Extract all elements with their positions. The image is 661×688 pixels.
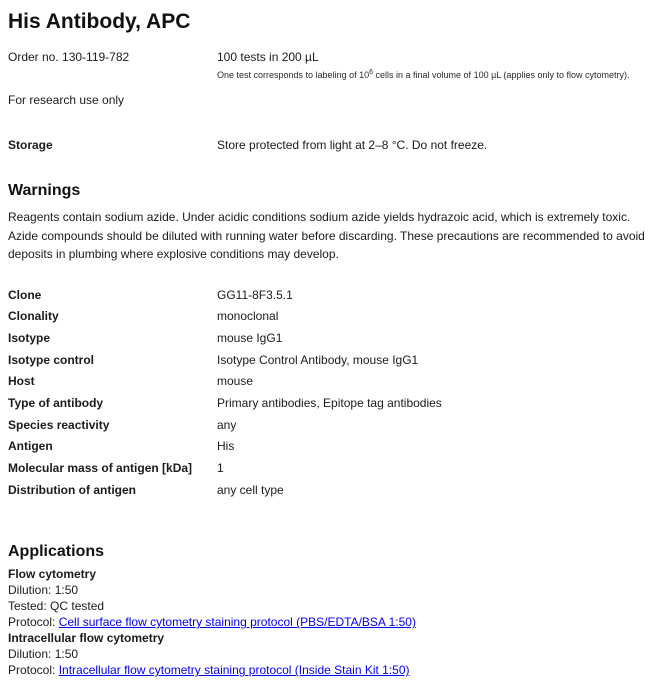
applications-heading: Applications [8,543,105,561]
application-dilution: Dilution: 1:50 [8,647,79,662]
spec-label: Antigen [8,439,53,454]
spec-row [8,418,653,440]
protocol-link-cell-surface[interactable]: Cell surface flow cytometry staining protocol (PBS/EDTA/BSA 1:50) [58,615,416,630]
storage-value: Store protected from light at 2–8 °C. Do not freeze. [217,138,488,152]
protocol-label: Protocol: [8,615,56,630]
spec-row [8,374,653,396]
spec-label: Isotype [8,330,51,345]
application-protocol-line [8,614,653,630]
spec-label: Molecular mass of antigen [kDa] [8,461,193,475]
application-name: Flow cytometry [8,567,97,582]
application-flow-cytometry [8,566,653,630]
spec-value: Isotype Control Antibody, mouse IgG1 [217,352,419,367]
spec-row [8,288,653,310]
pack-size-value: 100 tests in 200 µL [217,50,319,64]
warnings-text: Reagents contain sodium azide. Under acidic conditions sodium azide yields hydrazoic acid, which is extremely toxic. Azide compounds should be diluted with running water before discarding. These precautions are recommended to avoid deposits in plumbing where explosive conditions may develop. [8,210,645,261]
spec-row [8,309,653,331]
storage-label: Storage [8,138,53,152]
spec-label: Host [8,374,35,389]
order-number: Order no. 130-119-782 [8,50,130,64]
research-use-note: For research use only [8,93,125,107]
spec-value: any [217,417,237,432]
storage-row [8,138,653,153]
warnings-heading: Warnings [8,182,81,199]
spec-value: GG11-8F3.5.1 [217,287,293,302]
spec-label: Clone [8,287,42,302]
page-title: His Antibody, APC [8,10,191,33]
spec-value: Primary antibodies, Epitope tag antibodies [217,395,442,410]
spec-row [8,396,653,418]
application-intracellular-flow-cytometry [8,630,653,678]
pack-size-note: One test corresponds to labeling of $10^6$ cells in a final volume of 100 µL (applies only to flow cytometry). [217,69,630,80]
spec-value: mouse IgG1 [217,330,283,345]
spec-label: Species reactivity [8,417,110,432]
spec-value: monoclonal [217,309,279,324]
spec-value: mouse [217,374,254,389]
spec-row [8,461,653,483]
application-dilution: Dilution: 1:50 [8,583,79,598]
protocol-link-intracellular[interactable]: Intracellular flow cytometry staining protocol (Inside Stain Kit 1:50) [58,663,410,678]
spec-row [8,353,653,375]
spec-label: Distribution of antigen [8,482,136,497]
spec-label: Clonality [8,309,59,324]
application-tested: Tested: QC tested [8,599,105,614]
spec-label: Isotype control [8,352,95,367]
spec-row [8,483,653,505]
spec-label: Type of antibody [8,395,104,410]
spec-value: His [217,439,235,454]
spec-row [8,331,653,353]
order-row [8,50,653,81]
spec-value: any cell type [217,482,284,497]
spec-value: 1 [217,461,224,475]
pack-size-block [217,50,653,81]
application-name: Intracellular flow cytometry [8,631,165,646]
spec-row [8,439,653,461]
protocol-label: Protocol: [8,663,56,678]
application-protocol-line [8,662,653,678]
specifications-table [8,288,653,505]
